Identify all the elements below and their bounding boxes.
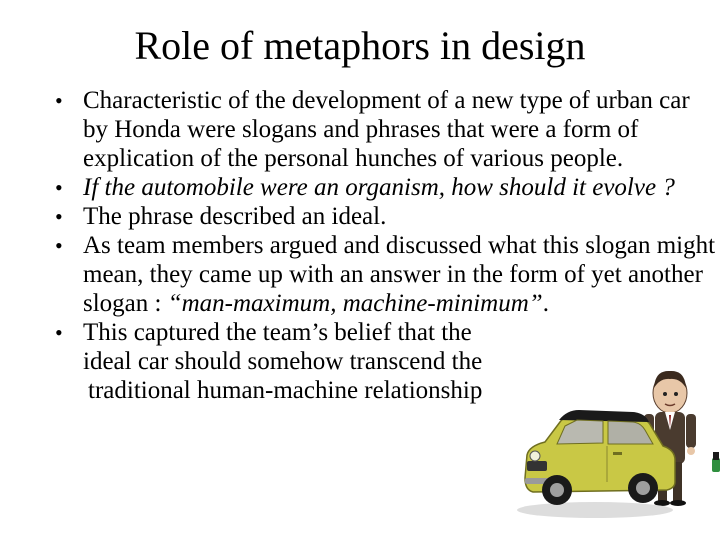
bullet-text-line: This captured the team’s belief that the: [83, 319, 472, 346]
bullet-dot: •: [55, 175, 63, 200]
bullet-item: [52, 231, 717, 318]
mr-bean-mini-car-icon: [515, 360, 720, 525]
bullet-list: [52, 86, 717, 405]
mini-car-icon: [517, 410, 675, 518]
bullet-item: [52, 173, 717, 202]
bullet-text: As team members argued and discussed what this slogan might mean, they came up with an answer in the form of yet another slogan :: [83, 232, 716, 317]
slogan-quote: “man-maximum, machine-minimum”: [167, 290, 543, 317]
bullet-text-end: .: [542, 290, 549, 317]
bullet-text: Characteristic of the development of a new type of urban car by Honda were slogans and phrases that were a form of explication of the personal hunches of various people.: [83, 87, 690, 172]
bullet-dot: •: [55, 204, 63, 229]
bullet-text: The phrase described an ideal.: [83, 203, 387, 230]
bullet-text-line: traditional human-machine relationship: [88, 377, 483, 404]
slide-title-text: Role of metaphors in design: [134, 23, 586, 68]
bullet-dot: •: [55, 233, 63, 258]
bullet-text: If the automobile were an organism, how should it evolve ?: [83, 174, 675, 201]
bullet-item: [52, 86, 717, 173]
slide-title: [0, 22, 720, 70]
bullet-dot: •: [55, 88, 63, 113]
bullet-text-line: ideal car should somehow transcend the: [83, 348, 483, 375]
bullet-item: [52, 202, 717, 231]
bottle-icon: [712, 458, 720, 472]
bullet-dot: •: [55, 320, 63, 345]
